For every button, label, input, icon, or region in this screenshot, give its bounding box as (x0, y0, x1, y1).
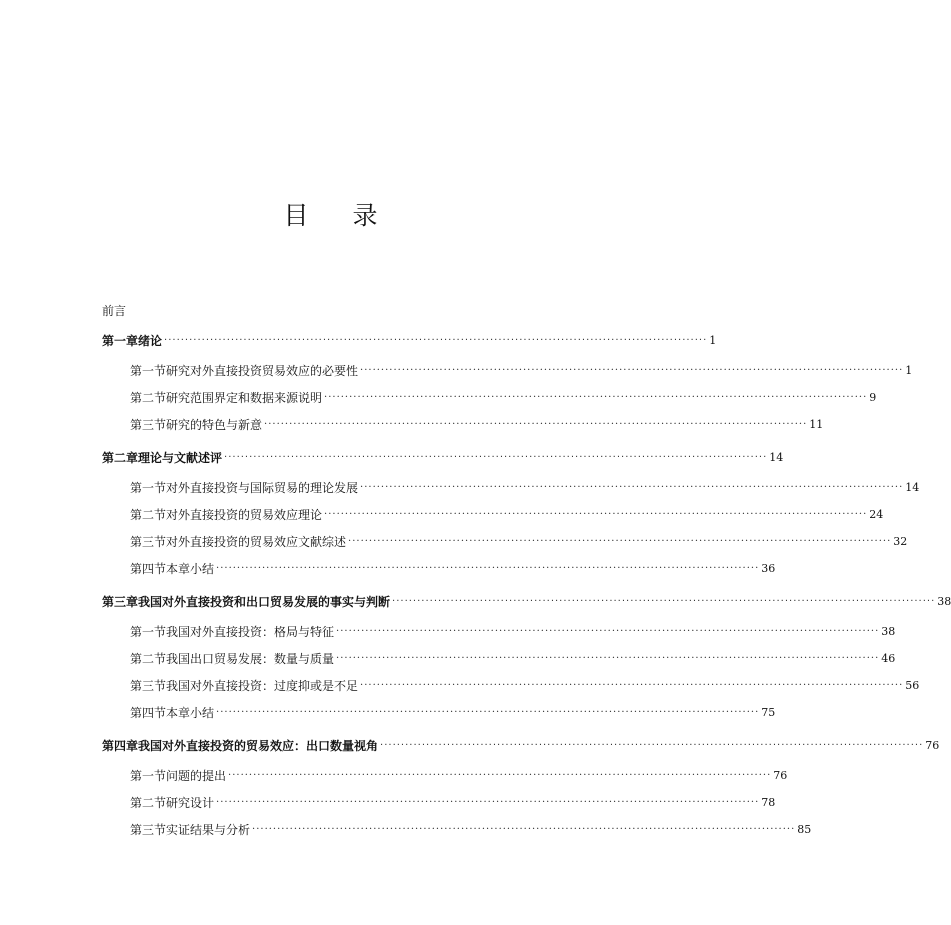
entry-number: 第三节 (130, 823, 167, 837)
dot-leader: ·································································································································· (224, 452, 768, 463)
toc-section-3-2[interactable] (130, 650, 896, 668)
page-number: 75 (761, 706, 776, 719)
page-number: 46 (881, 652, 896, 665)
entry-number: 第一节 (130, 364, 167, 378)
entry-number: 第一节 (130, 769, 167, 783)
entry-number: 第一节 (130, 481, 167, 495)
entry-title: 研究设计 (166, 796, 215, 810)
page-number: 76 (773, 769, 788, 782)
entry-title: 实证结果与分析 (166, 823, 251, 837)
toc-section-4-1[interactable] (130, 767, 788, 785)
entry-number: 第四节 (130, 562, 167, 576)
toc-section-3-1[interactable] (130, 623, 896, 641)
entry-number: 第二节 (130, 652, 167, 666)
entry-title: 我国对外直接投资和出口贸易发展的事实与判断 (138, 595, 391, 609)
entry-number: 第二节 (130, 391, 167, 405)
page-number: 38 (881, 625, 896, 638)
toc-chapter-1[interactable] (102, 332, 717, 350)
dot-leader: ·································································································································· (228, 770, 772, 781)
entry-number: 第二节 (130, 508, 167, 522)
page-number: 38 (937, 595, 951, 608)
entry-number: 第二章 (102, 451, 139, 465)
toc-section-3-3[interactable] (130, 677, 920, 695)
entry-title: 我国出口贸易发展：数量与质量 (166, 652, 335, 666)
toc-section-1-3[interactable] (130, 416, 824, 434)
dot-leader: ·································································································································· (252, 824, 796, 835)
entry-title: 我国对外直接投资：格局与特征 (166, 625, 335, 639)
entry-number: 第一节 (130, 625, 167, 639)
toc-section-2-1[interactable] (130, 479, 920, 497)
entry-number: 第二节 (130, 796, 167, 810)
entry-number: 第三节 (130, 418, 167, 432)
toc-preface[interactable]: 前言 (102, 304, 127, 318)
toc-chapter-4[interactable] (102, 737, 940, 755)
title-char-1: 目 (283, 201, 309, 230)
entry-title: 对外直接投资与国际贸易的理论发展 (166, 481, 359, 495)
page-number: 1 (709, 334, 717, 347)
entry-title: 我国对外直接投资的贸易效应：出口数量视角 (138, 739, 379, 753)
toc-section-1-1[interactable] (130, 362, 913, 380)
page-number: 11 (809, 418, 824, 431)
toc-chapter-2[interactable] (102, 449, 784, 467)
page-number: 24 (869, 508, 884, 521)
toc-section-2-4[interactable] (130, 560, 776, 578)
entry-number: 第三章 (102, 595, 139, 609)
toc-chapter-3[interactable] (102, 593, 951, 611)
entry-title: 我国对外直接投资：过度抑或是不足 (166, 679, 359, 693)
entry-title: 研究的特色与新意 (166, 418, 263, 432)
dot-leader: ·································································································································· (336, 653, 880, 664)
entry-number: 第三节 (130, 535, 167, 549)
dot-leader: ·································································································································· (216, 797, 760, 808)
toc-section-4-3[interactable] (130, 821, 812, 839)
page-number: 9 (869, 391, 877, 404)
dot-leader: ·································································································································· (392, 596, 936, 607)
entry-title: 绪论 (138, 334, 163, 348)
dot-leader: ·································································································································· (164, 335, 708, 346)
entry-title: 问题的提出 (166, 769, 227, 783)
page-number: 36 (761, 562, 776, 575)
toc-section-2-3[interactable] (130, 533, 908, 551)
toc-section-4-2[interactable] (130, 794, 776, 812)
entry-number: 第四章 (102, 739, 139, 753)
toc-section-2-2[interactable] (130, 506, 884, 524)
dot-leader: ·································································································································· (216, 563, 760, 574)
title-char-2: 录 (352, 201, 378, 230)
entry-title: 研究对外直接投资贸易效应的必要性 (166, 364, 359, 378)
dot-leader: ·································································································································· (360, 482, 904, 493)
page-number: 14 (905, 481, 920, 494)
dot-leader: ·································································································································· (324, 509, 868, 520)
entry-number: 第三节 (130, 679, 167, 693)
dot-leader: ·································································································································· (264, 419, 808, 430)
entry-title: 本章小结 (166, 706, 215, 720)
dot-leader: ·································································································································· (216, 707, 760, 718)
dot-leader: ·································································································································· (324, 392, 868, 403)
entry-title: 对外直接投资的贸易效应文献综述 (166, 535, 347, 549)
dot-leader: ·································································································································· (380, 740, 924, 751)
entry-title: 本章小结 (166, 562, 215, 576)
dot-leader: ·································································································································· (360, 365, 904, 376)
page-number: 1 (905, 364, 913, 377)
page-number: 78 (761, 796, 776, 809)
entry-title: 研究范围界定和数据来源说明 (166, 391, 323, 405)
entry-number: 第一章 (102, 334, 139, 348)
entry-title: 理论与文献述评 (138, 451, 223, 465)
dot-leader: ·································································································································· (360, 680, 904, 691)
page-title (0, 198, 661, 234)
toc-section-3-4[interactable] (130, 704, 776, 722)
toc-section-1-2[interactable] (130, 389, 877, 407)
entry-number: 第四节 (130, 706, 167, 720)
entry-title: 对外直接投资的贸易效应理论 (166, 508, 323, 522)
dot-leader: ·································································································································· (336, 626, 880, 637)
page-number: 76 (925, 739, 940, 752)
dot-leader: ·································································································································· (348, 536, 892, 547)
page-number: 56 (905, 679, 920, 692)
page-number: 14 (769, 451, 784, 464)
page-number: 32 (893, 535, 908, 548)
page-number: 85 (797, 823, 812, 836)
